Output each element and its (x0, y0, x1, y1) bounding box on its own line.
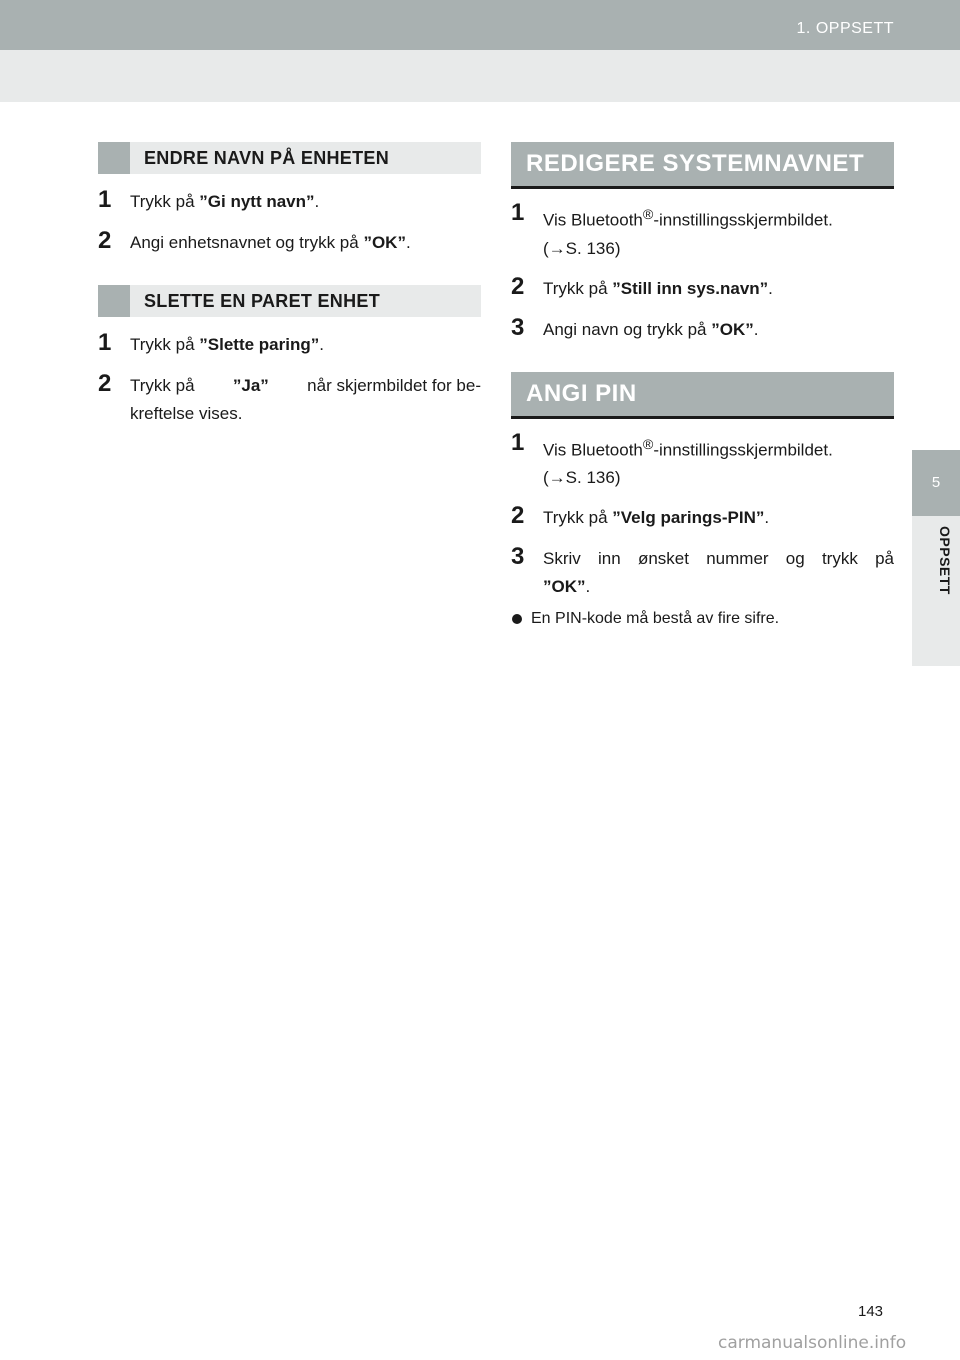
button-reference: ”OK” (363, 233, 406, 252)
step-number: 1 (511, 428, 525, 456)
top-band (0, 50, 960, 102)
section-title: ENDRE NAVN PÅ ENHETEN (144, 148, 389, 168)
chapter-label-tab (912, 516, 960, 666)
section-title: SLETTE EN PARET ENHET (144, 291, 380, 311)
watermark: carmanualsonline.info (718, 1333, 907, 1353)
step-item: 3 Skriv inn ønsket nummer og trykk på ”OK”. (511, 543, 894, 597)
step-number: 1 (98, 186, 112, 213)
chapter-title: 1. OPPSETT (796, 20, 894, 37)
button-reference: ”Slette paring” (199, 335, 320, 354)
section-title: REDIGERE SYSTEMNAVNET (526, 150, 865, 177)
step-number: 2 (98, 370, 112, 397)
arrow-icon: → (548, 468, 566, 488)
button-reference: ”Gi nytt navn” (199, 192, 315, 211)
step-item: 3 Angi navn og trykk på ”OK”. (511, 313, 759, 341)
left-column (98, 142, 481, 428)
step-number: 2 (98, 227, 112, 254)
page-reference: S. 136) (565, 238, 621, 258)
step-item: 2 Angi enhetsnavnet og trykk på ”OK”. (98, 227, 411, 254)
button-reference: ”OK” (711, 319, 754, 339)
chapter-label: OPPSETT (937, 526, 953, 595)
step-item: 1 Vis Bluetooth®-innstillingsskjermbildet. (→S. 136) (511, 428, 833, 488)
section-header-delete-paired-device (98, 285, 481, 317)
arrow-icon: → (548, 238, 566, 258)
step-number: 1 (511, 199, 525, 226)
section-header-set-pin (511, 372, 894, 419)
step-item: 2 Trykk på ”Ja” når skjermbildet for be- kreftelse vises. (98, 370, 481, 423)
step-item: 2 Trykk på ”Still inn sys.navn”. (511, 272, 773, 300)
chapter-number-tab: 5 (912, 450, 960, 516)
bullet-icon (512, 614, 522, 624)
right-column (511, 142, 894, 631)
section-header-edit-system-name (511, 142, 894, 189)
step-item: 1 Trykk på ”Slette paring”. (98, 329, 324, 356)
button-reference: ”OK” (543, 577, 586, 597)
step-number: 3 (511, 543, 525, 571)
button-reference: ”Ja” (232, 376, 269, 395)
section-title: ANGI PIN (526, 379, 637, 407)
page-number: 143 (858, 1303, 884, 1320)
step-item: 2 Trykk på ”Velg parings-PIN”. (511, 502, 770, 530)
step-number: 3 (511, 313, 525, 341)
button-reference: ”Velg parings-PIN” (612, 508, 765, 528)
step-item: 1 Trykk på ”Gi nytt navn”. (98, 186, 320, 213)
button-reference: ”Still inn sys.navn” (612, 278, 769, 298)
section-header-rename-device (98, 142, 481, 174)
top-bar (0, 0, 960, 50)
step-number: 1 (98, 329, 112, 356)
page-reference: S. 136) (565, 468, 621, 488)
step-number: 2 (511, 502, 525, 530)
note-item: En PIN-kode må bestå av fire sifre. (511, 607, 894, 631)
step-number: 2 (511, 272, 525, 300)
step-item: 1 Vis Bluetooth®-innstillingsskjermbildet. (→S. 136) (511, 199, 833, 258)
